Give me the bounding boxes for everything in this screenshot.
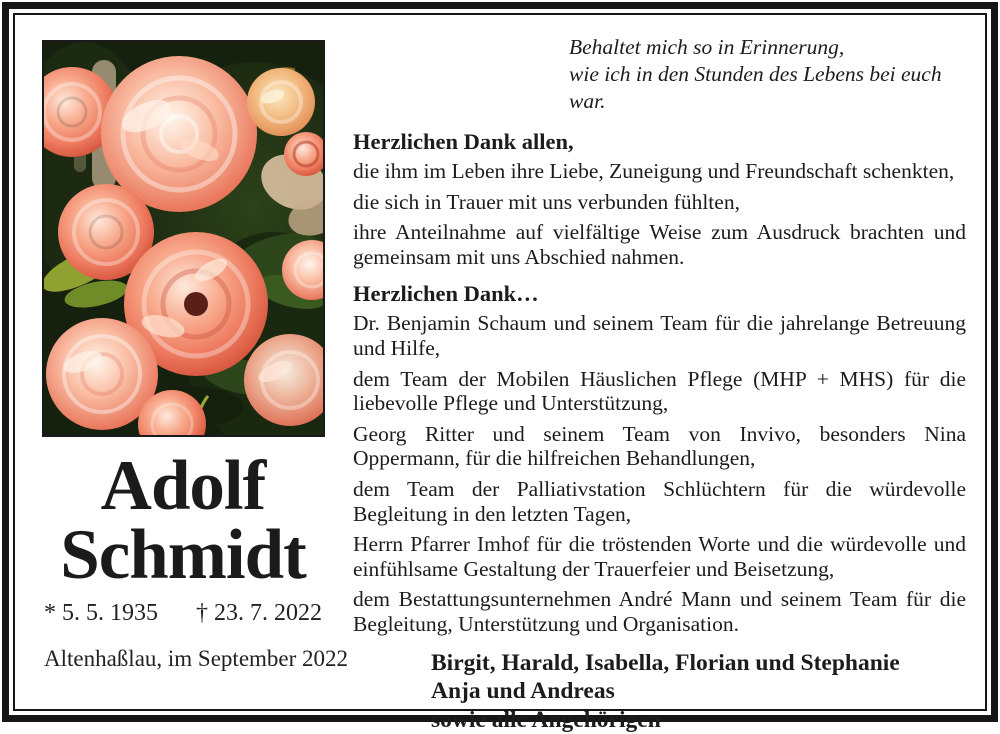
roses-photo	[42, 40, 325, 437]
epigraph-line-2: wie ich in den Stunden des Lebens bei euch war.	[569, 61, 966, 115]
thanks-all-paragraph: die ihm im Leben ihre Liebe, Zuneigung und Freundschaft schenkten,	[353, 159, 966, 184]
roses-photo-illustration	[44, 42, 323, 435]
birth-date: * 5. 5. 1935	[44, 600, 158, 627]
thanks-all-heading: Herzlichen Dank allen,	[353, 129, 966, 155]
thanks-column	[353, 34, 966, 734]
thanks-special-paragraph: dem Bestattungsunternehmen André Mann und seinem Team für die Begleitung, Unterstützung und Organisation.	[353, 587, 966, 636]
deceased-name	[18, 452, 348, 590]
thanks-special-paragraph: dem Team der Palliativstation Schlüchtern für die würdevolle Begleitung in den letzten Tagen,	[353, 477, 966, 526]
thanks-special-paragraph: Georg Ritter und seinem Team von Invivo, besonders Nina Oppermann, für die hilfreichen Behandlungen,	[353, 422, 966, 471]
epigraph-line-1: Behaltet mich so in Erinnerung,	[569, 34, 966, 61]
mourners-line: Anja und Andreas	[431, 677, 966, 706]
thanks-special-heading: Herzlichen Dank…	[353, 281, 966, 307]
life-dates	[18, 600, 348, 627]
place-and-date: Altenhaßlau, im September 2022	[44, 646, 348, 672]
mourners-line: sowie alle Angehörigen	[431, 706, 966, 734]
death-date: † 23. 7. 2022	[196, 600, 322, 627]
thanks-special-paragraph: dem Team der Mobilen Häuslichen Pflege (MHP + MHS) für die liebevolle Pflege und Unterstützung,	[353, 367, 966, 416]
epigraph	[569, 34, 966, 115]
thanks-special-paragraph: Herrn Pfarrer Imhof für die tröstenden Worte und die würdevolle und einfühlsame Gestaltung der Trauerfeier und Beisetzung,	[353, 532, 966, 581]
deceased-last-name: Schmidt	[18, 521, 348, 590]
mourners-line: Birgit, Harald, Isabella, Florian und Stephanie	[431, 649, 966, 678]
thanks-all-paragraph: ihre Anteilnahme auf vielfältige Weise zum Ausdruck brachten und gemeinsam mit uns Abschied nahmen.	[353, 220, 966, 269]
thanks-special-paragraph: Dr. Benjamin Schaum und seinem Team für die jahrelange Betreuung und Hilfe,	[353, 311, 966, 360]
thanks-all-paragraph: die sich in Trauer mit uns verbunden fühlten,	[353, 190, 966, 215]
mourners-signature	[431, 649, 966, 734]
deceased-first-name: Adolf	[18, 452, 348, 521]
